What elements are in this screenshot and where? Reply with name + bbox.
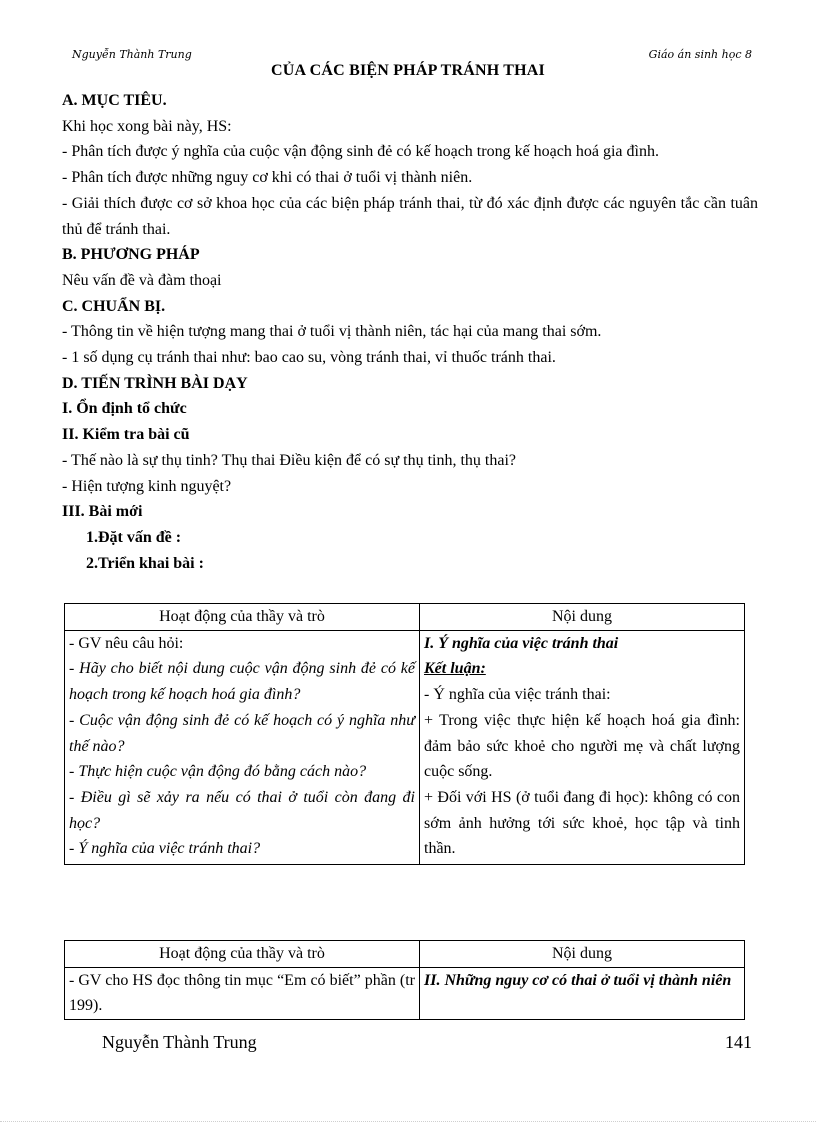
section-a-item: - Phân tích được ý nghĩa của cuộc vận động sinh đẻ có kế hoạch trong kế hoạch hoá gia đình. xyxy=(62,143,659,161)
section-a-item: - Phân tích được những nguy cơ khi có thai ở tuổi vị thành niên. xyxy=(62,169,473,187)
review-question: - Thế nào là sự thụ tinh? Thụ thai Điều kiện để có sự thụ tinh, thụ thai? xyxy=(62,451,516,469)
section-c-heading: C. CHUẨN BỊ. xyxy=(62,297,166,315)
section-d-heading: D. TIẾN TRÌNH BÀI DẠY xyxy=(62,374,248,392)
column-header: Hoạt động của thầy và trò xyxy=(65,604,420,631)
content-line: + Trong việc thực hiện kế hoạch hoá gia đình: đảm bảo sức khoẻ cho người mẹ và chất lượng cuộc sống. xyxy=(424,711,740,781)
section-b-heading: B. PHƯƠNG PHÁP xyxy=(62,246,200,264)
header-course: Giáo án sinh học 8 xyxy=(648,48,752,61)
section-a-intro: Khi học xong bài này, HS: xyxy=(62,117,232,135)
activity-line: - Cuộc vận động sinh đẻ có kế hoạch có ý nghĩa như thế nào? xyxy=(69,711,415,755)
activity-line: - Điều gì sẽ xảy ra nếu có thai ở tuổi còn đang đi học? xyxy=(69,788,415,832)
activity-line: - Ý nghĩa của việc tránh thai? xyxy=(69,840,261,858)
column-header: Nội dung xyxy=(420,604,745,631)
lesson-body xyxy=(62,88,758,576)
activity-line: - Hãy cho biết nội dung cuộc vận động sinh đẻ có kế hoạch trong kế hoạch hoá gia đình? xyxy=(69,660,415,704)
content-line: - Ý nghĩa của việc tránh thai: xyxy=(424,686,611,704)
subsection-heading: I. Ổn định tổ chức xyxy=(62,400,187,418)
subsection-heading: III. Bài mới xyxy=(62,503,143,521)
content-line: + Đối với HS (ở tuổi đang đi học): không có con sớm ảnh hưởng tới sức khoẻ, học tập và tinh thần. xyxy=(424,788,740,858)
column-header: Nội dung xyxy=(420,941,745,968)
conclusion-label: Kết luận: xyxy=(424,660,486,678)
content-heading: I. Ý nghĩa của việc tránh thai xyxy=(424,634,619,652)
footer-author: Nguyễn Thành Trung xyxy=(102,1032,257,1052)
page-number: 141 xyxy=(725,1032,752,1052)
content-heading: II. Những nguy cơ có thai ở tuổi vị thành niên xyxy=(420,967,745,1019)
section-c-item: - 1 số dụng cụ tránh thai như: bao cao su, vòng tránh thai, vỉ thuốc tránh thai. xyxy=(62,349,556,367)
page-bottom-divider xyxy=(0,1121,816,1122)
header-author: Nguyễn Thành Trung xyxy=(72,48,192,61)
table-header-row xyxy=(65,604,745,631)
step-heading: 2.Triển khai bài : xyxy=(86,554,204,572)
activity-line: - Thực hiện cuộc vận động đó bằng cách nào? xyxy=(69,763,367,781)
section-b-text: Nêu vấn đề và đàm thoại xyxy=(62,271,222,289)
table-header-row xyxy=(65,941,745,968)
page-title: CỦA CÁC BIỆN PHÁP TRÁNH THAI xyxy=(271,62,545,79)
content-cell xyxy=(420,630,745,864)
subsection-heading: II. Kiểm tra bài cũ xyxy=(62,426,190,444)
activity-table-2 xyxy=(64,940,745,1020)
table-row xyxy=(65,630,745,864)
activity-line: - GV nêu câu hỏi: xyxy=(69,634,184,652)
column-header: Hoạt động của thầy và trò xyxy=(65,941,420,968)
section-a-heading: A. MỤC TIÊU. xyxy=(62,92,167,109)
section-a-item: - Giải thích được cơ sở khoa học của các biện pháp tránh thai, từ đó xác định được các nguyên tắc cần tuân thủ để tránh thai. xyxy=(62,194,758,238)
review-question: - Hiện tượng kinh nguyệt? xyxy=(62,477,232,495)
step-heading: 1.Đặt vấn đề : xyxy=(86,528,182,546)
activity-table-1 xyxy=(64,603,745,865)
activity-cell: - GV cho HS đọc thông tin mục “Em có biết” phần (tr 199). xyxy=(65,967,420,1019)
section-c-item: - Thông tin về hiện tượng mang thai ở tuổi vị thành niên, tác hại của mang thai sớm. xyxy=(62,323,602,341)
table-row xyxy=(65,967,745,1019)
activity-cell xyxy=(65,630,420,864)
